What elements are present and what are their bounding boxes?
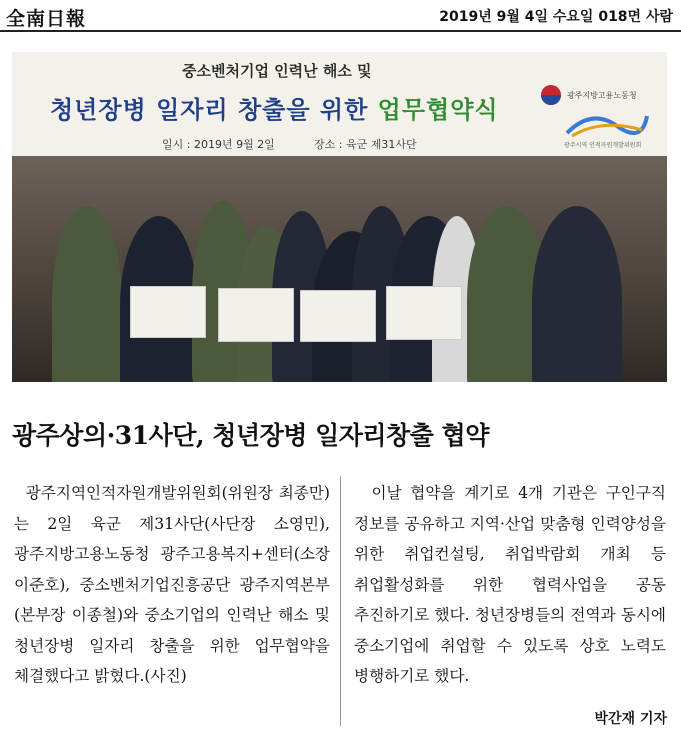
banner-line2-a: 청년장병 일자리 창출을 위한 [50, 96, 378, 124]
agreement-document [218, 288, 294, 342]
agreement-document [386, 286, 462, 340]
dateline: 2019년 9월 4일 수요일 018면 사람 [439, 9, 673, 25]
ceremony-group [12, 156, 667, 382]
person-figure [52, 206, 122, 382]
article-body-left: 광주지역인적자원개발위원회(위원장 최종만)는 2일 육군 제31사단(사단장 소영민), 광주지방고용노동청 광주고용복지+센터(소장 이준호), 중소벤처기업진흥공단 광주지역본부(본부장 이종철)와 중소기업의 인력난 해소 및 청년장병 일자리 창출을 위한 업무협약을 체결했다고 밝혔다.(사진) [14, 484, 330, 685]
org-logo-icon [562, 108, 652, 138]
banner-line2-b: 업무협약식 [377, 96, 499, 124]
ceremony-banner [12, 52, 667, 156]
byline: 박간재 기자 [594, 711, 667, 727]
banner-place: 장소 : 육군 제31사단 [314, 138, 417, 151]
masthead-rule [0, 30, 681, 32]
banner-line2 [50, 90, 499, 125]
banner-date: 일시 : 2019년 9월 2일 [162, 138, 275, 151]
banner-line1: 중소벤처기업 인력난 해소 및 [182, 62, 372, 80]
agreement-document [130, 286, 206, 338]
person-figure [532, 206, 622, 382]
article-body-right: 이날 협약을 계기로 4개 기관은 구인구직 정보를 공유하고 지역·산업 맞춤형 인력양성을 위한 취업컨설팅, 취업박람회 개최 등 취업활성화를 위한 협력사업을 공동 추진하기로 했다. 청년장병들의 전역과 동시에 중소기업에 취업할 수 있도록 상호 노력도 병행하기로 했다. [354, 484, 666, 685]
column-divider [340, 476, 341, 726]
masthead [0, 0, 681, 30]
newspaper-logo: 全南日報 [6, 8, 87, 30]
article-headline: 광주상의·31사단, 청년장병 일자리창출 협약 [12, 421, 489, 450]
agreement-document [300, 290, 376, 342]
banner-org-label: 광주지방고용노동청 [567, 91, 637, 100]
ministry-emblem-icon [540, 84, 562, 106]
article-photo [12, 52, 667, 382]
banner-org-label2: 광주시역 인적자원개발위원회 [564, 142, 642, 149]
